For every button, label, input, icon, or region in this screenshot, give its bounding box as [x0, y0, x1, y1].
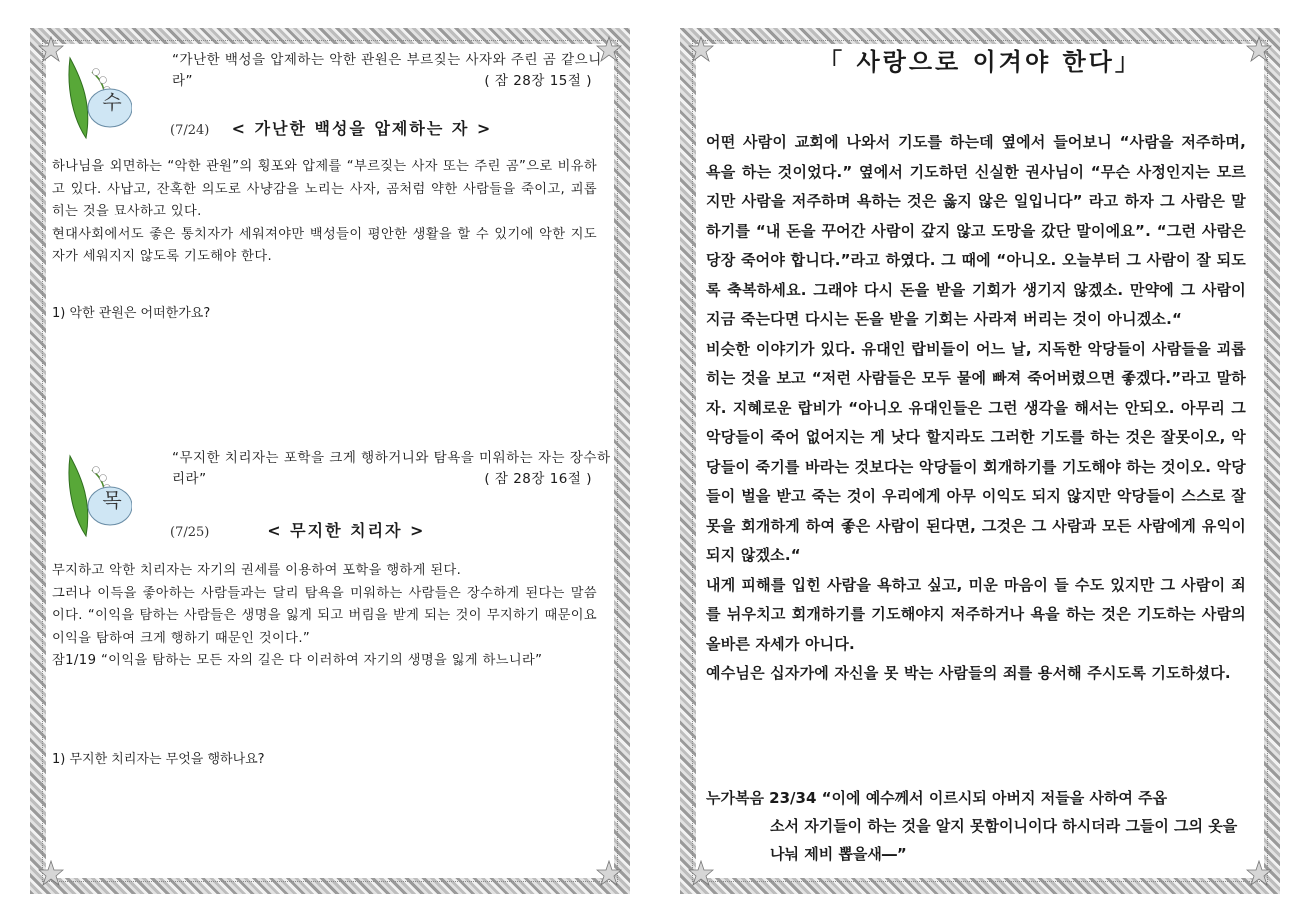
left-page — [30, 28, 630, 894]
verse-text: “가난한 백성을 압제하는 악한 관원은 부르짖는 사자와 주린 곰 같으니라” — [172, 52, 602, 89]
paragraph: 예수님은 십자가에 자신을 못 박는 사람들의 죄를 용서해 주시도록 기도하셨다. — [706, 664, 1231, 682]
date-topic-line — [170, 116, 610, 139]
paragraph: 그러나 이득을 좋아하는 사람들과는 달리 탐욕을 미워하는 사람들은 장수하게 된다는 말씀이다. “이익을 탐하는 사람들은 생명을 잃게 되고 버림을 받게 되는 것이 무지하기 때문이요 이익을 탐하여 크게 행하기 때문인 것이다.” — [52, 585, 597, 646]
lily-of-the-valley-icon — [52, 50, 132, 140]
paragraph: 잠1/19 “이익을 탐하는 모든 자의 길은 다 이러하여 자기의 생명을 잃게 하느니라” — [52, 653, 543, 668]
scripture-continuation: 소서 자기들이 하는 것을 알지 못함이니이다 하시더라 그들이 그의 옷을 나눠 제비 뽑을새―” — [770, 817, 1238, 863]
date: (7/24) — [170, 123, 210, 138]
paragraph: 하나님을 외면하는 “악한 관원”의 횡포와 압제를 “부르짖는 사자 또는 주린 곰”으로 비유하고 있다. 사납고, 잔혹한 의도로 사냥감을 노리는 사자, 곰처럼 약한 사람들을 죽이고, 괴롭히는 것을 묘사하고 있다. — [52, 159, 597, 219]
question: 1) 악한 관원은 어떠한가요? — [52, 306, 211, 321]
day-char: 수 — [102, 90, 122, 114]
star-ornament-icon — [596, 860, 622, 886]
lily-of-the-valley-icon — [52, 448, 132, 538]
day-header-thursday — [52, 448, 612, 548]
verse-reference: ( 잠 28장 16절 ) — [484, 471, 592, 487]
question: 1) 무지한 치리자는 무엇을 행하나요? — [52, 752, 265, 767]
day-char: 목 — [102, 488, 122, 512]
topic-title: < 가난한 백성을 압제하는 자 > — [231, 119, 493, 138]
paragraph: 무지하고 악한 치리자는 자기의 권세를 이용하여 포학을 행하게 된다. — [52, 563, 462, 578]
date: (7/25) — [170, 525, 210, 540]
devotion-body — [52, 560, 597, 673]
paragraph: 비슷한 이야기가 있다. 유대인 랍비들이 어느 날, 지독한 악당들이 사람들을 괴롭히는 것을 보고 “저런 사람들은 모두 물에 빠져 죽어버렸으면 좋겠다.”라고 말하자. 지혜로운 랍비가 “아니오 유대인들은 그런 생각을 해서는 안되오. 아무리 그 악당들이 죽어 없어지는 게 낫다 할지라도 그러한 기도를 하는 것은 잘못이오, 악당들이 죽기를 바라는 것보다는 악당들이 회개하기를 기도해야 하는 것이오. 악당들이 벌을 받고 죽는 것이 우리에게 아무 이익도 되지 않지만 악당들이 스스로 잘못을 회개하게 하여 좋은 사람이 된다면, 그것은 그 사람과 모든 사람에게 유익이 되지 않겠소.“ — [706, 339, 1247, 564]
devotion-body — [52, 156, 597, 269]
right-page — [680, 28, 1280, 894]
topic-title: < 무지한 치리자 > — [267, 521, 426, 540]
day-header-wednesday — [52, 50, 612, 150]
scripture-lead: 누가복음 23/34 “이에 예수께서 이르시되 아버지 저들을 사하여 주옵 — [706, 789, 1168, 807]
date-topic-line — [170, 518, 610, 541]
verse-text: “무지한 치리자는 포학을 크게 행하거니와 탐욕을 미워하는 자는 장수하리라” — [172, 450, 611, 487]
star-ornament-icon — [1246, 860, 1272, 886]
paragraph: 어떤 사람이 교회에 나와서 기도를 하는데 옆에서 들어보니 “사람을 저주하며, 욕을 하는 것이었다.” 옆에서 기도하던 신실한 권사님이 “무슨 사정인지는 모르지만 사람을 저주하며 욕하는 것은 옳지 않은 일입니다” 라고 하자 그 사람은 말하기를 “내 돈을 꾸어간 사람이 갚지 않고 도망을 갔단 말이에요”. “그런 사람은 당장 죽어야 합니다.”라고 하였다. 그 때에 “아니오. 오늘부터 그 사람이 잘 되도록 축복하세요. 그래야 다시 돈을 받을 기회가 생기지 않겠소. 만약에 그 사람이 지금 죽는다면 다시는 돈을 받을 기회는 사라져 버리는 것이 아니겠소.“ — [706, 133, 1246, 328]
page-title: 「 사랑으로 이겨야 한다」 — [818, 48, 1142, 76]
star-ornament-icon — [38, 860, 64, 886]
scripture-footer — [706, 784, 1246, 868]
verse-reference: ( 잠 28장 15절 ) — [484, 73, 592, 89]
essay-body — [706, 128, 1246, 689]
paragraph: 내게 피해를 입힌 사람을 욕하고 싶고, 미운 마음이 들 수도 있지만 그 사람이 죄를 뉘우치고 회개하기를 기도해야지 저주하거나 욕을 하는 것은 기도하는 사람의 올바른 자세가 아니다. — [706, 575, 1246, 653]
paragraph: 현대사회에서도 좋은 통치자가 세워져야만 백성들이 평안한 생활을 할 수 있기에 악한 지도자가 세워지지 않도록 기도해야 한다. — [52, 226, 597, 264]
verse-quote — [172, 50, 612, 92]
verse-quote — [172, 448, 612, 490]
